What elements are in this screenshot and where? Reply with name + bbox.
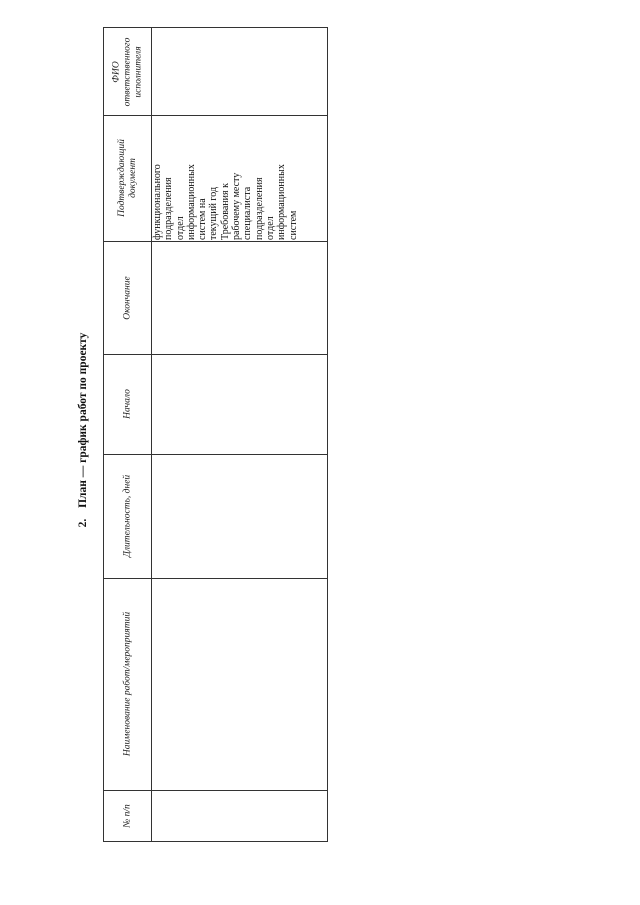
header-owner-label: ФИО ответственного исполнителя [111, 37, 144, 106]
header-start-label: Начало [122, 389, 133, 419]
document-line: текущий год [208, 186, 220, 240]
header-end-label: Окончание [122, 275, 133, 320]
schedule-table [103, 27, 328, 842]
document-line: систем [287, 210, 299, 240]
document-line: информационных [185, 164, 197, 240]
document-line: функционального [152, 164, 163, 240]
document-line: отдел [174, 216, 186, 240]
document-cell [152, 142, 328, 242]
header-document [104, 115, 152, 241]
document-line: отдел [264, 216, 276, 240]
section-heading [77, 230, 93, 630]
header-owner [104, 28, 152, 115]
document-line: подразделения [253, 177, 265, 240]
document-line: систем на [197, 198, 209, 240]
header-duration-label: Длительность, дней [122, 474, 133, 558]
document-line: подразделения [163, 177, 175, 240]
document-line: рабочему месту [231, 172, 243, 240]
document-line: специалиста [242, 186, 254, 240]
header-name-label: Наименование работ/мероприятий [122, 611, 133, 757]
header-name [104, 578, 152, 790]
section-title: План — график работ по проекту [77, 332, 89, 508]
header-start [104, 354, 152, 454]
header-document-label: Подтверждающий документ [117, 139, 138, 217]
header-number [104, 790, 152, 842]
section-number: 2. [77, 518, 89, 528]
header-number-label: № п/п [122, 804, 133, 828]
document-cell-text [152, 144, 328, 240]
document-line: Требования к [219, 183, 231, 240]
document-line: информационных [276, 164, 288, 240]
header-end [104, 241, 152, 354]
header-duration [104, 454, 152, 578]
